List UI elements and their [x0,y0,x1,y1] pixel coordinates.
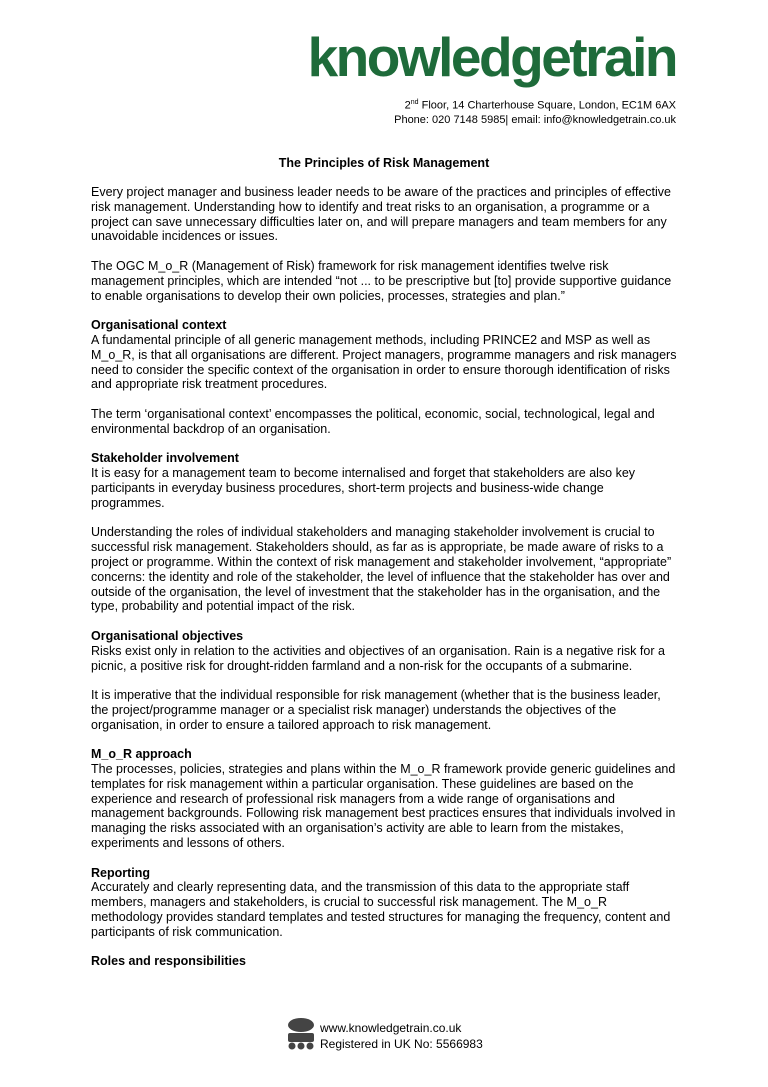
intro-paragraph: The OGC M_o_R (Management of Risk) framework for risk management identifies twelve risk management principles, which are intended “not ... to be prescriptive but [to] provide supportive guidance to enable organisations to develop their own policies, processes, strategies and plan.” [91,258,672,303]
section-heading: Reporting [91,865,151,880]
section-paragraph: A fundamental principle of all generic management methods, including PRINCE2 and MSP as well as M_o_R, is that all organisations are different. Project managers, programme managers and risk managers need to consider the specific context of the organisation in order to ensure thorough identification of risks and appropriate risk treatment procedures. [91,332,677,392]
section-paragraph: It is imperative that the individual responsible for risk management (whether that is the business leader, the project/programme manager or a specialist risk manager) understands the objectives of the organisation, in order to ensure a tailored approach to risk management. [91,688,661,732]
footer-website: www.knowledgetrain.co.uk [320,1021,462,1035]
document-body [91,185,679,969]
intro-paragraph: Every project manager and business leader needs to be aware of the practices and principles of effective risk management. Understanding how to identify and treat risks to an organisation, a programme or a project can save unnecessary difficulties later on, and will prepare managers and team members for any unavoidable incidences or issues. [91,185,671,244]
address-text: Floor, 14 Charterhouse Square, London, EC1M 6AX [418,99,676,112]
footer-text [320,1020,483,1052]
company-logo: knowledgetrain [307,26,676,88]
section-heading: M_o_R approach [91,747,192,762]
floor-number: 2 [404,99,411,112]
footer-registration: Registered in UK No: 5566983 [320,1037,483,1051]
section-paragraph: It is easy for a management team to become internalised and forget that stakeholders are also key participants in everyday business procedures, short-term projects and business-wide change programmes. [91,466,636,510]
address-line [394,96,676,113]
section-heading: Stakeholder involvement [91,451,239,466]
floor-suffix: nd [410,99,419,106]
company-address [394,96,676,127]
section-paragraph: Accurately and clearly representing data, and the transmission of this data to the appropriate staff members, managers and stakeholders, is crucial to successful risk management. The M_o_R methodology provides standard templates and tested structures for managing the frequency, content and participants of risk communication. [91,880,671,939]
document-title: The Principles of Risk Management [278,156,490,170]
contact-line: Phone: 020 7148 5985| email: info@knowledgetrain.co.uk [394,113,676,126]
section-paragraph: Risks exist only in relation to the activities and objectives of an organisation. Rain is a negative risk for a picnic, a positive risk for drought-ridden farmland and a non-risk for the occupants of a submarine. [91,643,665,673]
section-heading: Roles and responsibilities [91,954,246,969]
section-paragraph: The term ‘organisational context’ encompasses the political, economic, social, technological, legal and environmental backdrop of an organisation. [91,406,655,436]
section-paragraph: The processes, policies, strategies and plans within the M_o_R framework provide generic guidelines and templates for risk management within a particular organisation. These guidelines are based on the experience and research of professional risk managers from a wide range of organisations and management backgrounds. Following risk management best practices ensures that individuals involved in managing the risks associated with an organisation’s activity are able to learn from the mistakes, experiments and lessons of others. [91,762,676,851]
section-paragraph: Understanding the roles of individual stakeholders and managing stakeholder involvement is crucial to successful risk management. Stakeholders should, as far as is appropriate, be made aware of risks to a project or programme. Within the context of risk management and stakeholder involvement, “appropriate” concerns: the identity and role of the stakeholder, the level of influence that the stakeholder has over and outside of the organisation, the level of investment that the stakeholder has in the organisation, and the type, probability and potential impact of the risk. [91,525,672,614]
section-heading: Organisational objectives [91,628,244,643]
section-heading: Organisational context [91,318,227,333]
train-icon [285,1016,317,1052]
